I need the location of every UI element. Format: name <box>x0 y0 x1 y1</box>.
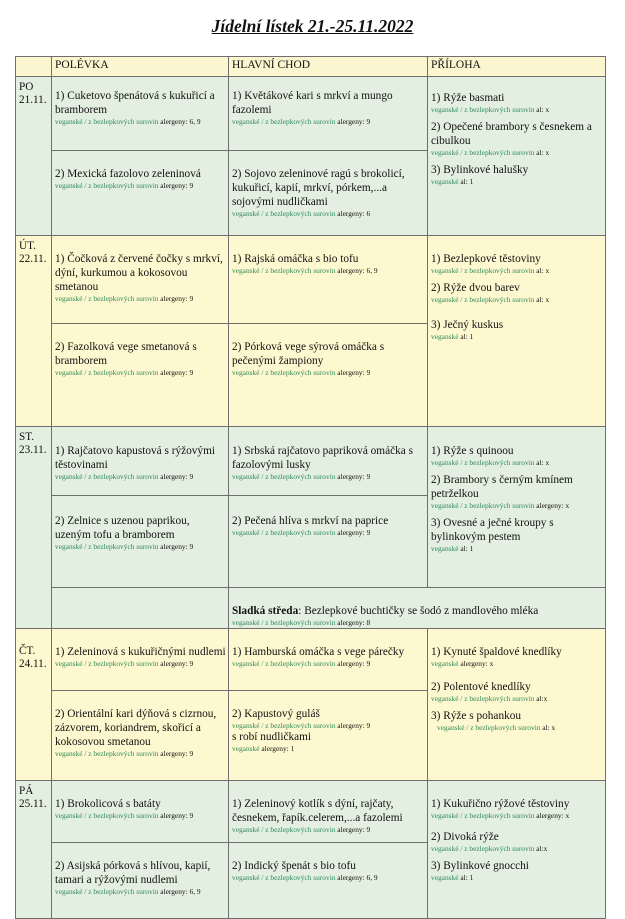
allergens: alergeny: 9 <box>337 472 371 481</box>
allergens: al:x <box>536 694 548 703</box>
main-cell <box>229 691 428 781</box>
side-item <box>431 473 603 510</box>
day-name: PO <box>19 81 34 93</box>
allergens: al: 1 <box>460 544 474 553</box>
diet-tags: veganské / z bezlepkových surovin <box>55 887 159 896</box>
day-name: ST. <box>19 431 35 443</box>
soup-cell <box>52 77 229 151</box>
allergens: alergeny: x <box>536 501 570 510</box>
soup-cell <box>52 324 229 427</box>
dish-name: 1) Hamburská omáčka s vege párečky <box>232 646 405 658</box>
allergens: al: x <box>542 723 556 732</box>
dish-name: 2) Fazolková vege smetanová s bramborem <box>55 341 197 367</box>
diet-tags: veganské / z bezlepkových surovin <box>55 181 159 190</box>
day-row <box>16 629 606 691</box>
dish-name: 1) Zeleninová s kukuřičnými nudlemi <box>55 646 226 658</box>
diet-tags: veganské / z bezlepkových surovin <box>232 528 336 537</box>
soup-cell <box>52 236 229 324</box>
diet-tags: veganské / z bezlepkových surovin <box>55 368 159 377</box>
allergens: alergeny: 6, 9 <box>337 873 378 882</box>
diet-tags: veganské / z bezlepkových surovin <box>55 294 159 303</box>
diet-tags: veganské / z bezlepkových surovin <box>55 659 159 668</box>
main-cell <box>229 427 428 496</box>
allergens: alergeny: 1 <box>261 744 295 753</box>
day-name: ČT. <box>19 645 36 657</box>
day-cell <box>16 77 52 236</box>
soup-cell <box>52 151 229 236</box>
dish-extra: s robí nudličkami <box>232 731 312 743</box>
diet-tags: veganské / z bezlepkových surovin <box>431 105 535 114</box>
day-date: 21.11. <box>19 94 47 106</box>
diet-tags: veganské <box>431 873 459 882</box>
side-item <box>431 680 603 703</box>
diet-tags: veganské / z bezlepkových surovin <box>232 721 336 730</box>
day-row <box>16 236 606 324</box>
allergens: alergeny: 6, 9 <box>160 117 201 126</box>
day-row <box>16 427 606 496</box>
day-cell <box>16 781 52 919</box>
soup-cell <box>52 781 229 843</box>
side-cell <box>428 77 606 236</box>
soup-cell <box>52 496 229 588</box>
diet-tags: veganské / z bezlepkových surovin <box>431 295 535 304</box>
diet-tags: veganské / z bezlepkových surovin <box>55 472 159 481</box>
dish-name: 1) Srbská rajčatovo papriková omáčka s fazolovými lusky <box>232 445 414 471</box>
dish-name: 1) Kukuřično rýžové těstoviny <box>431 798 570 810</box>
allergens: alergeny: 9 <box>160 542 194 551</box>
main-cell <box>229 324 428 427</box>
header-day <box>16 57 52 77</box>
dish-name: 1) Rýže s quinoou <box>431 445 514 457</box>
diet-tags: veganské / z bezlepkových surovin <box>431 148 535 157</box>
day-name: PÁ <box>19 785 34 797</box>
allergens: al: x <box>536 266 550 275</box>
day-cell <box>16 236 52 427</box>
main-cell <box>229 236 428 324</box>
allergens: al: x <box>536 295 550 304</box>
dish-name: 2) Brambory s černým kmínem petrželkou <box>431 474 573 500</box>
sweet-cell <box>229 588 606 629</box>
allergens: alergeny: 9 <box>337 825 371 834</box>
soup-cell <box>52 427 229 496</box>
allergens: alergeny: 6, 9 <box>160 887 201 896</box>
allergens: al: x <box>536 148 550 157</box>
side-item <box>431 444 603 467</box>
diet-tags: veganské <box>431 544 459 553</box>
dish-name: 2) Mexická fazolovo zeleninová <box>55 168 201 180</box>
diet-tags: veganské / z bezlepkových surovin <box>232 618 336 627</box>
day-cell <box>16 427 52 629</box>
side-cell <box>428 427 606 588</box>
dish-name: 2) Pórková vege sýrová omáčka s pečenými žampiony <box>232 341 385 367</box>
allergens: alergeny: 9 <box>337 721 371 730</box>
diet-tags: veganské / z bezlepkových surovin <box>232 873 336 882</box>
allergens: alergeny: x <box>536 811 570 820</box>
side-item <box>431 645 603 668</box>
main-cell <box>229 151 428 236</box>
side-item <box>431 120 603 157</box>
dish-name: : Bezlepkové buchtičky se šodó z mandlového mléka <box>298 605 539 617</box>
allergens: alergeny: 9 <box>160 472 194 481</box>
dish-name: 1) Květákové kari s mrkví a mungo fazolemi <box>232 90 393 116</box>
dish-name: 1) Čočková z červené čočky s mrkví, dýní, kurkumou a kokosovou smetanou <box>55 253 223 293</box>
header-row <box>16 57 606 77</box>
allergens: alergeny: 6 <box>337 209 371 218</box>
main-cell <box>229 843 428 919</box>
dish-name: 1) Rajská omáčka s bio tofu <box>232 253 359 265</box>
dish-name: 2) Rýže dvou barev <box>431 282 520 294</box>
diet-tags: veganské / z bezlepkových surovin <box>232 472 336 481</box>
allergens: alergeny: 8 <box>337 618 371 627</box>
dish-name: 2) Sojovo zeleninové ragú s brokolicí, kukuřicí, kapií, mrkví, pórkem,...a sojovými nudličkami <box>232 168 405 208</box>
diet-tags: veganské / z bezlepkových surovin <box>232 825 336 834</box>
diet-tags: veganské / z bezlepkových surovin <box>55 542 159 551</box>
side-item <box>431 91 603 114</box>
diet-tags: veganské / z bezlepkových surovin <box>232 209 336 218</box>
day-row <box>16 781 606 843</box>
diet-tags: veganské <box>431 177 459 186</box>
sweet-empty-cell <box>52 588 229 629</box>
main-cell <box>229 781 428 843</box>
side-item <box>431 859 603 882</box>
dish-name: 2) Asijská pórková s hlívou, kapií, tamari a rýžovými nudlemi <box>55 860 211 886</box>
diet-tags: veganské / z bezlepkových surovin <box>232 368 336 377</box>
diet-tags: veganské / z bezlepkových surovin <box>431 811 535 820</box>
dish-name: 1) Zeleninový kotlík s dýní, rajčaty, česnekem, řapík.celerem,...a fazolemi <box>232 798 403 824</box>
day-date: 25.11. <box>19 798 47 810</box>
dish-name: 2) Divoká rýže <box>431 831 499 843</box>
allergens: al: 1 <box>460 332 474 341</box>
dish-name: 1) Rýže basmati <box>431 92 505 104</box>
diet-tags: veganské / z bezlepkových surovin <box>55 811 159 820</box>
dish-name: 2) Kapustový guláš <box>232 708 320 720</box>
allergens: al: x <box>536 458 550 467</box>
dish-name: 2) Polentové knedlíky <box>431 681 531 693</box>
dish-name: 3) Rýže s pohankou <box>431 710 522 722</box>
allergens: alergeny: 9 <box>160 368 194 377</box>
diet-tags: veganské / z bezlepkových surovin <box>431 844 535 853</box>
side-item <box>431 797 603 820</box>
allergens: alergeny: 9 <box>337 659 371 668</box>
dish-name: 2) Indický špenát s bio tofu <box>232 860 356 872</box>
side-item <box>431 252 603 275</box>
allergens: al: x <box>536 105 550 114</box>
allergens: al: 1 <box>460 873 474 882</box>
header-side: PŘÍLOHA <box>428 57 606 77</box>
day-row <box>16 77 606 151</box>
diet-tags: veganské / z bezlepkových surovin <box>431 266 535 275</box>
sweet-label: Sladká středa <box>232 605 299 617</box>
allergens: alergeny: 9 <box>160 294 194 303</box>
allergens: alergeny: 9 <box>337 528 371 537</box>
diet-tags: veganské / z bezlepkových surovin <box>431 694 535 703</box>
header-main: HLAVNÍ CHOD <box>229 57 428 77</box>
dish-name: 1) Kynuté špaldové knedlíky <box>431 646 562 658</box>
page-title: Jídelní lístek 21.-25.11.2022 <box>211 16 414 36</box>
side-item <box>431 830 603 853</box>
diet-tags: veganské / z bezlepkových surovin <box>55 749 159 758</box>
dish-name: 3) Bylinkové gnocchi <box>431 860 529 872</box>
diet-tags: veganské / z bezlepkových surovin <box>232 117 336 126</box>
main-cell <box>229 496 428 588</box>
dish-name: 1) Rajčatovo kapustová s rýžovými těstovinami <box>55 445 216 471</box>
diet-tags: veganské / z bezlepkových surovin <box>431 458 535 467</box>
day-date: 24.11. <box>19 658 47 670</box>
side-cell <box>428 781 606 919</box>
day-row <box>16 588 606 629</box>
day-cell <box>16 629 52 781</box>
menu-table <box>15 56 606 919</box>
day-date: 23.11. <box>19 444 47 456</box>
soup-cell <box>52 629 229 691</box>
diet-tags: veganské <box>431 332 459 341</box>
side-item <box>431 318 603 341</box>
dish-name: 1) Bezlepkové těstoviny <box>431 253 541 265</box>
side-cell <box>428 629 606 781</box>
diet-tags: veganské / z bezlepkových surovin <box>232 266 336 275</box>
side-cell <box>428 236 606 427</box>
diet-tags: veganské / z bezlepkových surovin <box>55 117 159 126</box>
dish-name: 3) Ovesné a ječné kroupy s bylinkovým pestem <box>431 517 554 543</box>
diet-tags: veganské / z bezlepkových surovin <box>437 723 541 732</box>
dish-name: 3) Bylinkové halušky <box>431 164 529 176</box>
dish-name: 2) Pečená hlíva s mrkví na paprice <box>232 515 389 527</box>
dish-name: 2) Orientální kari dýňová s cizrnou, zázvorem, koriandrem, skořicí a kokosovou smetanou <box>55 708 217 748</box>
allergens: alergeny: 6, 9 <box>337 266 378 275</box>
side-item <box>431 163 603 186</box>
header-soup: POLÉVKA <box>52 57 229 77</box>
diet-tags: veganské <box>232 744 260 753</box>
side-item <box>431 281 603 304</box>
dish-name: 2) Zelnice s uzenou paprikou, uzeným tofu a bramborem <box>55 515 190 541</box>
allergens: alergeny: 9 <box>337 117 371 126</box>
day-date: 22.11. <box>19 253 47 265</box>
diet-tags: veganské / z bezlepkových surovin <box>232 659 336 668</box>
allergens: alergeny: x <box>460 659 494 668</box>
side-item <box>431 516 603 553</box>
main-cell <box>229 629 428 691</box>
day-name: ÚT. <box>19 240 36 252</box>
allergens: alergeny: 9 <box>337 368 371 377</box>
allergens: alergeny: 9 <box>160 811 194 820</box>
allergens: alergeny: 9 <box>160 659 194 668</box>
diet-tags: veganské <box>431 659 459 668</box>
allergens: alergeny: 9 <box>160 749 194 758</box>
dish-name: 1) Cuketovo špenátová s kukuřicí a bramborem <box>55 90 215 116</box>
allergens: alergeny: 9 <box>160 181 194 190</box>
allergens: al:x <box>536 844 548 853</box>
sweet-line <box>232 604 603 618</box>
main-cell <box>229 77 428 151</box>
dish-name: 3) Ječný kuskus <box>431 319 504 331</box>
soup-cell <box>52 843 229 919</box>
allergens: al: 1 <box>460 177 474 186</box>
soup-cell <box>52 691 229 781</box>
side-item <box>431 709 603 732</box>
dish-name: 1) Brokolicová s batáty <box>55 798 161 810</box>
diet-tags: veganské / z bezlepkových surovin <box>431 501 535 510</box>
dish-name: 2) Opečené brambory s česnekem a cibulkou <box>431 121 592 147</box>
